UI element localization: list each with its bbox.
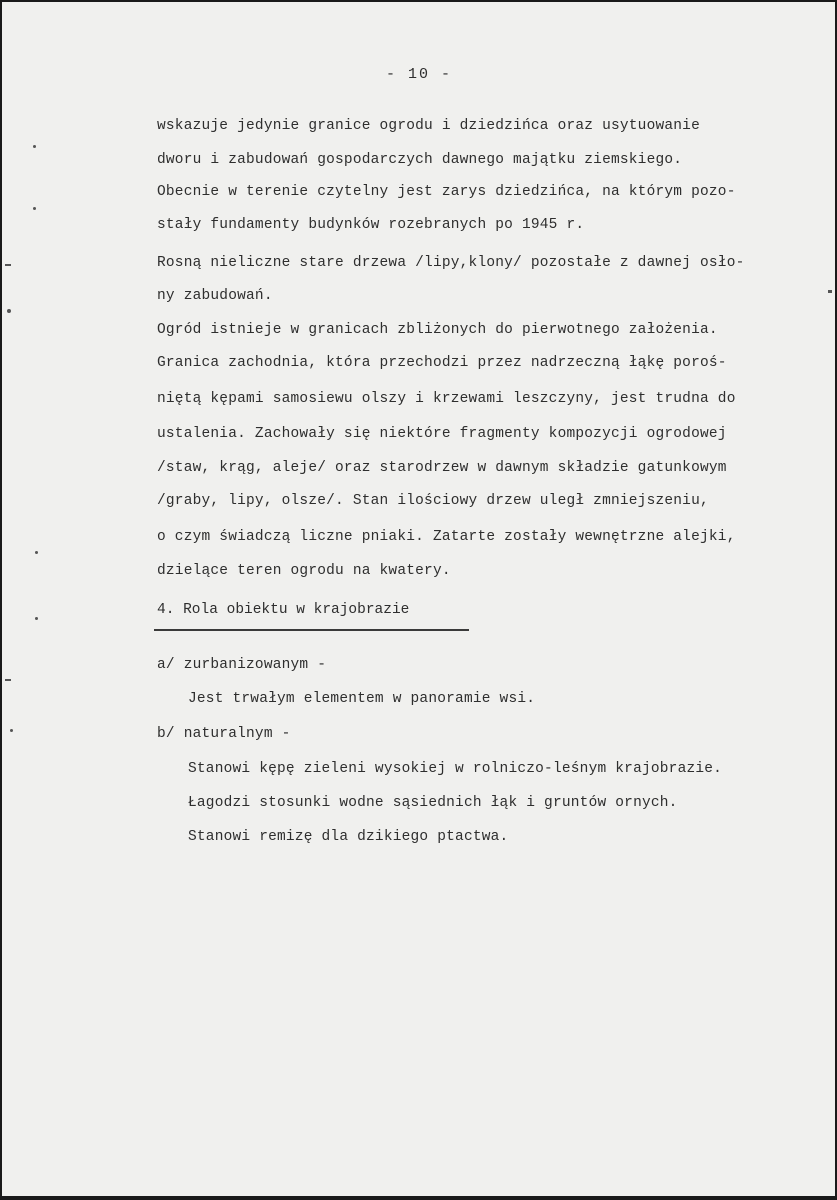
item-b-line: Łagodzi stosunki wodne sąsiednich łąk i gruntów ornych. — [188, 795, 678, 811]
scan-mark — [7, 309, 11, 313]
item-b-line: Stanowi remizę dla dzikiego ptactwa. — [188, 829, 509, 845]
paragraph-line: Ogród istnieje w granicach zbliżonych do pierwotnego założenia. — [157, 322, 718, 338]
page-number: - 10 - — [386, 66, 453, 83]
paragraph-line: dzielące teren ogrodu na kwatery. — [157, 563, 451, 579]
scan-mark — [5, 264, 11, 266]
item-a-label: a/ zurbanizowanym - — [157, 657, 327, 673]
paragraph-line: ustalenia. Zachowały się niektóre fragmenty kompozycji ogrodowej — [157, 426, 727, 442]
paragraph-line: /graby, lipy, olsze/. Stan ilościowy drzew uległ zmniejszeniu, — [157, 493, 709, 509]
heading-underline — [154, 629, 469, 631]
item-a-text: Jest trwałym elementem w panoramie wsi. — [188, 691, 536, 707]
paragraph-line: o czym świadczą liczne pniaki. Zatarte zostały wewnętrzne alejki, — [157, 529, 736, 545]
scan-mark — [33, 145, 36, 148]
paragraph-line: Granica zachodnia, która przechodzi przez nadrzeczną łąkę poroś- — [157, 355, 727, 371]
scan-mark — [33, 207, 36, 210]
paragraph-line: Rosną nieliczne stare drzewa /lipy,klony/ pozostałe z dawnej osło- — [157, 255, 745, 271]
paragraph-line: wskazuje jedynie granice ogrodu i dziedzińca oraz usytuowanie — [157, 118, 700, 134]
scan-mark — [5, 679, 11, 681]
document-page — [2, 2, 835, 1196]
item-b-label: b/ naturalnym - — [157, 726, 291, 742]
scan-mark — [10, 729, 13, 732]
paragraph-line: ny zabudowań. — [157, 288, 273, 304]
paragraph-line: Obecnie w terenie czytelny jest zarys dziedzińca, na którym pozo- — [157, 184, 736, 200]
paragraph-line: niętą kępami samosiewu olszy i krzewami leszczyny, jest trudna do — [157, 391, 736, 407]
scan-mark — [35, 551, 38, 554]
paragraph-line: /staw, krąg, aleje/ oraz starodrzew w dawnym składzie gatunkowym — [157, 460, 727, 476]
scan-mark — [35, 617, 38, 620]
item-b-line: Stanowi kępę zieleni wysokiej w rolniczo-leśnym krajobrazie. — [188, 761, 723, 777]
section-heading: 4. Rola obiektu w krajobrazie — [157, 602, 410, 618]
paragraph-line: stały fundamenty budynków rozebranych po 1945 r. — [157, 217, 585, 233]
scan-mark — [828, 290, 832, 293]
paragraph-line: dworu i zabudowań gospodarczych dawnego majątku ziemskiego. — [157, 152, 683, 168]
